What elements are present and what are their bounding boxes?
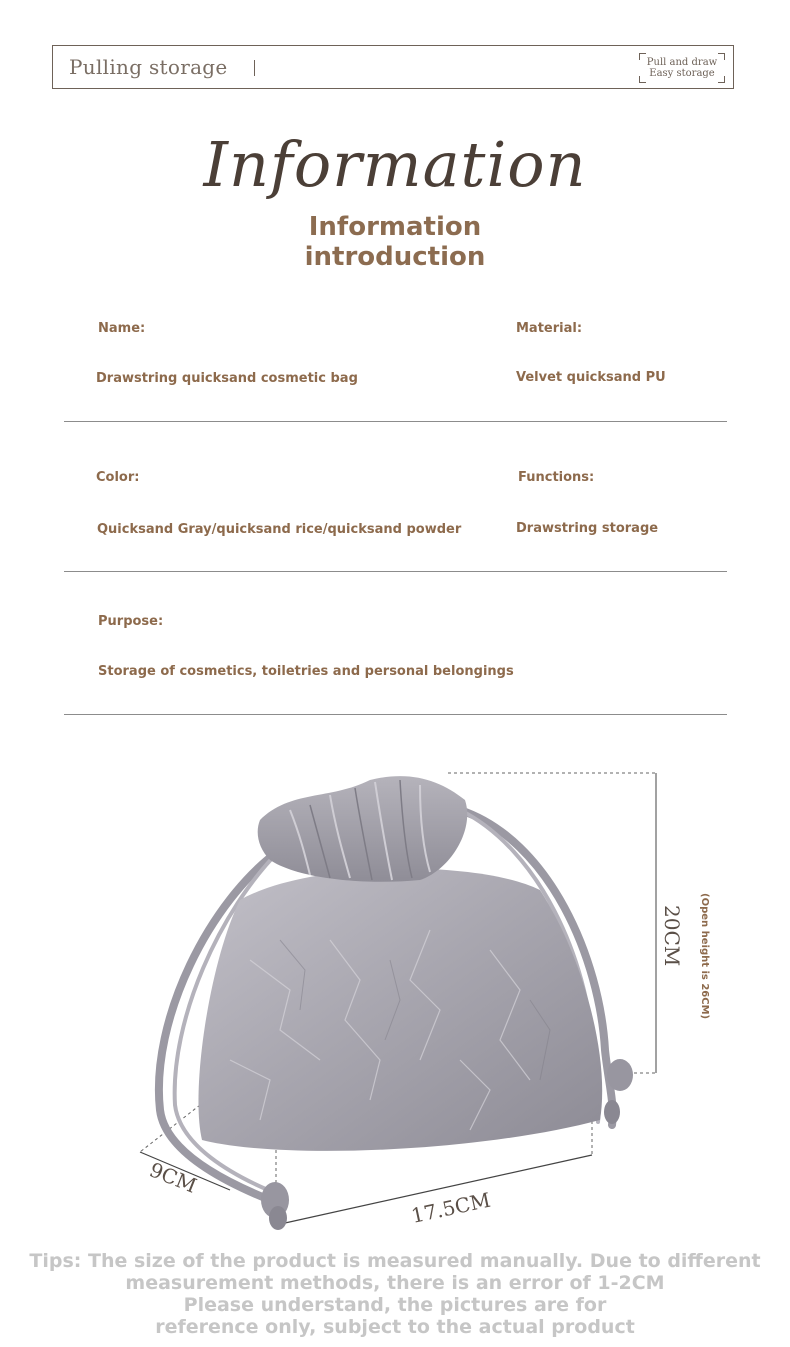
purpose-label: Purpose: [98,614,164,629]
color-label: Color: [96,470,140,485]
color-value: Quicksand Gray/quicksand rice/quicksand powder [97,522,462,537]
tips-line-3: Please understand, the pictures are for [183,1294,607,1316]
header-badge [639,53,725,83]
divider-2 [64,571,727,572]
header-divider [254,60,255,76]
open-height-note: (Open height is 26CM) [699,893,710,1020]
header-bar [52,45,734,89]
header-title: Pulling storage [69,55,228,79]
material-label: Material: [516,321,583,336]
functions-label: Functions: [518,470,595,485]
product-image [130,760,730,1240]
subtitle-line-2: introduction [304,242,486,272]
height-label: 20CM [660,905,684,967]
divider-3 [64,714,727,715]
subtitle-line-1: Information [308,212,482,242]
divider-1 [64,421,727,422]
purpose-value: Storage of cosmetics, toiletries and personal belongings [98,664,514,679]
depth-label: 9CM [146,1157,201,1198]
tips-line-4: reference only, subject to the actual product [155,1316,635,1338]
tips-note [0,1250,790,1338]
tips-line-1: Tips: The size of the product is measured manually. Due to different [29,1250,761,1272]
name-value: Drawstring quicksand cosmetic bag [96,371,358,386]
tips-line-2: measurement methods, there is an error of 1-2CM [125,1272,665,1294]
name-label: Name: [98,321,146,336]
badge-line-1: Pull and draw [646,57,718,68]
functions-value: Drawstring storage [516,521,659,536]
badge-line-2: Easy storage [649,68,715,79]
material-value: Velvet quicksand PU [516,370,666,385]
script-title: Information [203,128,587,201]
width-label: 17.5CM [409,1187,493,1228]
section-subtitle [0,212,790,272]
